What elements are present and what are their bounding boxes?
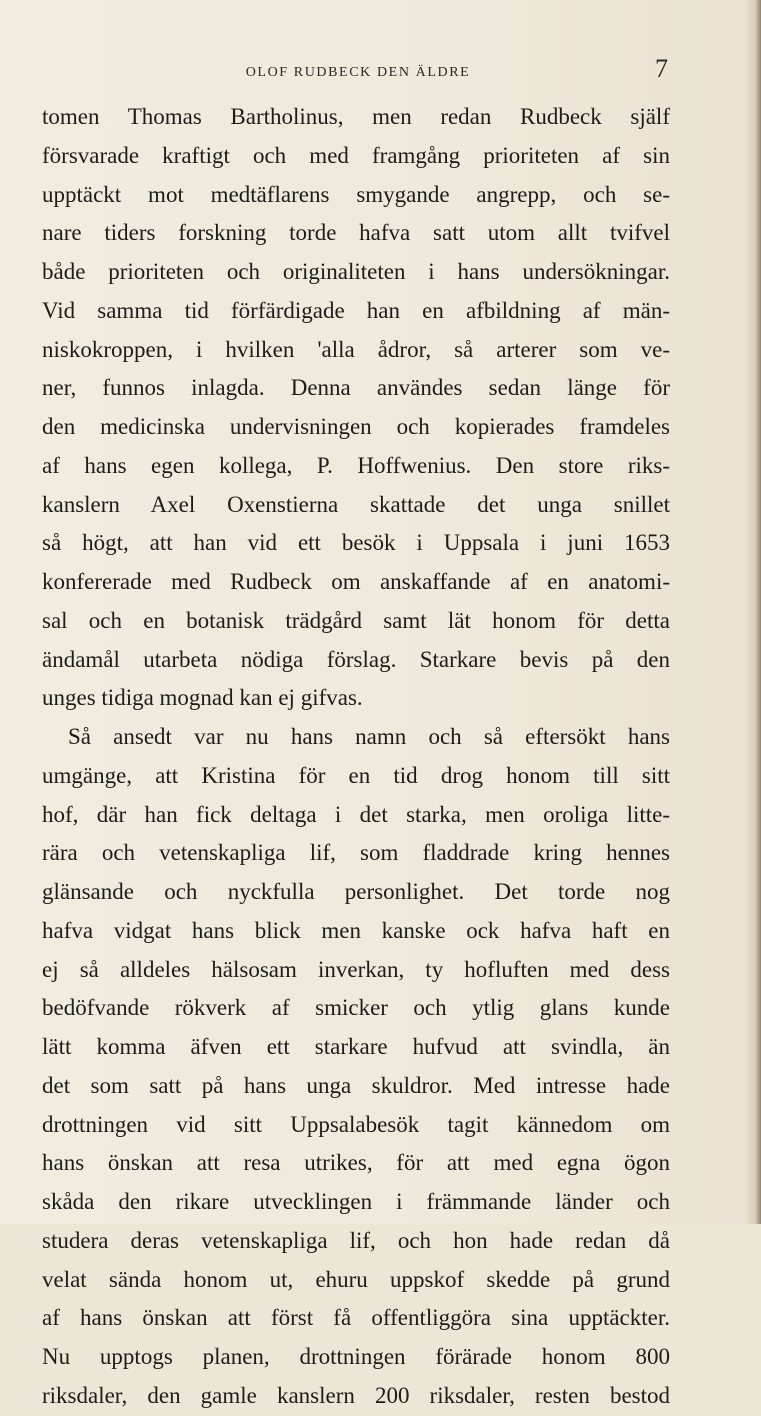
text-line: Så ansedt var nu hans namn och så eftersökt hans (68, 724, 670, 749)
text-line: hof, där han fick deltaga i det starka, men oroliga litte- (42, 801, 670, 827)
text-line: af hans egen kollega, P. Hoffwenius. Den store riks- (42, 452, 670, 478)
text-line: det som satt på hans unga skuldror. Med intresse hade (42, 1072, 670, 1098)
text-line: sal och en botanisk trädgård samt lät honom för detta (42, 607, 670, 633)
text-line: studera deras vetenskapliga lif, och hon hade redan då (42, 1227, 670, 1253)
text-line: ej så alldeles hälsosam inverkan, ty hofluften med dess (42, 956, 670, 982)
page-edge (747, 0, 761, 1224)
text-line: bedöfvande rökverk af smicker och ytlig glans kunde (42, 995, 670, 1021)
text-line: så högt, att han vid ett besök i Uppsala i juni 1653 (42, 530, 670, 556)
text-line: Nu upptogs planen, drottningen förärade honom 800 (42, 1344, 670, 1369)
text-body (42, 98, 670, 1416)
text-line: velat sända honom ut, ehuru uppskof skedde på grund (42, 1266, 670, 1292)
text-line: glänsande och nyckfulla personlighet. Det torde nog (42, 879, 670, 904)
text-line: hafva vidgat hans blick men kanske ock hafva haft en (42, 917, 670, 943)
text-line: niskokroppen, i hvilken 'alla ådror, så arterer som ve- (42, 336, 670, 362)
page-number: 7 (655, 54, 668, 83)
text-line: ändamål utarbeta nödiga förslag. Starkare bevis på den (42, 646, 670, 672)
text-line: riksdaler, den gamle kanslern 200 riksdaler, resten bestod (42, 1382, 670, 1408)
text-line: upptäckt mot medtäflarens smygande angrepp, och se- (42, 181, 670, 207)
text-line: skåda den rikare utvecklingen i främmande länder och (42, 1189, 670, 1214)
text-line: försvarade kraftigt och med framgång prioriteten af sin (42, 142, 670, 168)
text-line: ner, funnos inlagda. Denna användes sedan länge för (42, 375, 670, 401)
text-line: hans önskan att resa utrikes, för att med egna ögon (42, 1150, 670, 1176)
text-line: unges tidiga mognad kan ej gifvas. (42, 685, 363, 711)
running-title: OLOF RUDBECK DEN ÄLDRE (245, 65, 471, 80)
text-line: den medicinska undervisningen och kopierades framdeles (42, 414, 670, 439)
text-line: kanslern Axel Oxenstierna skattade det unga snillet (42, 491, 670, 517)
text-line: både prioriteten och originaliteten i hans undersökningar. (42, 259, 670, 284)
text-line: konfererade med Rudbeck om anskaffande af en anatomi- (42, 569, 670, 594)
text-line: drottningen vid sitt Uppsalabesök tagit kännedom om (42, 1111, 670, 1137)
text-line: umgänge, att Kristina för en tid drog honom till sitt (42, 762, 670, 788)
text-line: lätt komma äfven ett starkare hufvud att svindla, än (42, 1034, 670, 1059)
text-line: af hans önskan att först få offentliggöra sina upptäckter. (42, 1305, 670, 1331)
running-head (48, 54, 668, 90)
text-line: rära och vetenskapliga lif, som fladdrade kring hennes (42, 840, 670, 866)
text-line: nare tiders forskning torde hafva satt utom allt tvifvel (42, 220, 670, 246)
text-line: Vid samma tid förfärdigade han en afbildning af män- (42, 297, 670, 323)
text-line: tomen Thomas Bartholinus, men redan Rudbeck själf (42, 104, 670, 129)
